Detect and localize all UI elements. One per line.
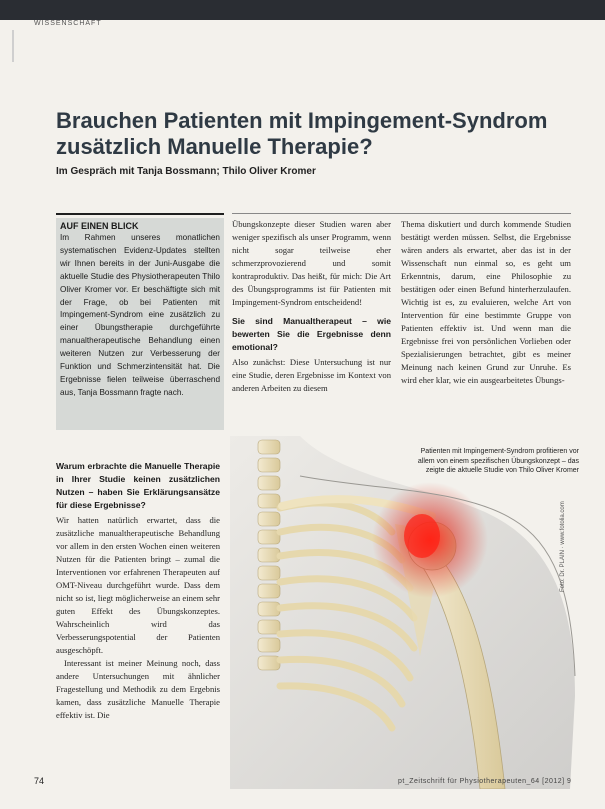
column2-paragraph-1: Übungskonzepte dieser Studien waren aber weniger spezifisch als unser Programm, wenn nicht sogar teilweise eher schmerzprovozierend und somit kontraproduktiv. Das heißt, für mich: Die Art des Übungsprogramms ist für Patienten mit Impingement-Syndrom entscheidend! <box>232 219 391 307</box>
photo-credit: Foto: Dr. PLAIN · www.fotolia.com <box>560 501 566 592</box>
journal-footer: pt_Zeitschrift für Physiotherapeuten_64 [2012] 9 <box>398 778 572 785</box>
column2-question: Sie sind Manualtherapeut – wie bewerten Sie die Ergebnisse denn emotional? <box>232 316 391 352</box>
column3-paragraph: Thema diskutiert und durch kommende Studien bestätigt werden müssen. Selbst, die Ergebnisse wären anders als erwartet, aber das ist in der Wissenschaft nun einmal so, es geht um Erkenntnis, darum, eine Philosophie zu bestätigen oder einen Befund hinterherzulaufen. Wichtig ist es, zu evaluieren, welche Art von Intervention für eine bestimmte Gruppe von Patienten effektiv ist. Und wenn man die Ergebnisse frei von persönlichen Vorlieben oder Spezialisierungen betrachtet, gibt es meiner Meinung nach keinen Grund zur Unruhe. Es wird eher klar, wie ein ausgearbeitetes Übungs- <box>401 219 571 385</box>
article-subtitle: Im Gespräch mit Tanja Bossmann; Thilo Oliver Kromer <box>56 166 316 177</box>
left-paragraph-1: Wir hatten natürlich erwartet, dass die zusätzliche manualtherapeutische Behandlung vor allem in den ersten Wochen einen weiteren Nutzen für die Patienten bringt – zumal die Interventionen vor erfahrenen Therapeuten auf OMT-Niveau durchgeführt wurde. Dass dem nicht so ist, liegt möglicherweise an einem sehr guten Effekt des Übungskonzeptes. Wahrscheinlich wird das Verbesserungspotential der Patienten ausgeschöpft. <box>56 515 220 655</box>
margin-line <box>12 30 14 62</box>
box-top-rule <box>56 213 224 215</box>
text-column-3 <box>401 218 571 387</box>
page-number: 74 <box>34 776 45 786</box>
column2-paragraph-2: Also zunächst: Diese Untersuchung ist nur eine Studie, deren Ergebnisse im Kontext von anderen Arbeiten zu diesem <box>232 357 391 393</box>
top-color-bar <box>0 0 605 20</box>
article-title: Brauchen Patienten mit Impingement-Syndrom zusätzlich Manuelle Therapie? <box>56 108 548 159</box>
section-label: WISSENSCHAFT <box>34 20 102 27</box>
summary-box <box>56 218 224 430</box>
text-column-2 <box>232 218 391 395</box>
column-top-rule <box>232 213 571 214</box>
figure-caption: Patienten mit Impingement-Syndrom profitieren vor allem von einem spezifischen Übungskonzept – das zeigte die aktuelle Studie von Thilo Oliver Kromer <box>417 448 579 474</box>
text-column-left <box>56 460 220 722</box>
left-paragraph-2: Interessant ist meiner Meinung noch, dass andere Untersuchungen mit ähnlicher Fragestellung und Methodik zu dem Ergebnis kamen, dass zusätzliche Manuelle Therapie effektiv ist. Die <box>56 658 220 720</box>
summary-text: Im Rahmen unseres monatlichen systematischen Evidenz-Updates stellten wir Ihnen bereits in der Juni-Ausgabe die aktuelle Studie des Physiotherapeuten Thilo Oliver Kromer vor. Er beschäftigte sich mit der Frage, ob bei Patienten mit Impingement-Syndrom eine zusätzlich zu einer Übungstherapie durchgeführte manualtherapeutische Behandlung einen weiteren Nutzen zur Verbesserung der Funktion und Schmerzintensität hat. Die Ergebnisse fielen teilweise überraschend aus, Tanja Bossmann fragte nach. <box>60 233 220 397</box>
summary-heading: AUF EINEN BLICK <box>60 221 139 231</box>
left-question: Warum erbrachte die Manuelle Therapie in Ihrer Studie keinen zusätzlichen Nutzen – haben Sie Erklärungsansätze für diese Ergebnisse? <box>56 461 220 510</box>
